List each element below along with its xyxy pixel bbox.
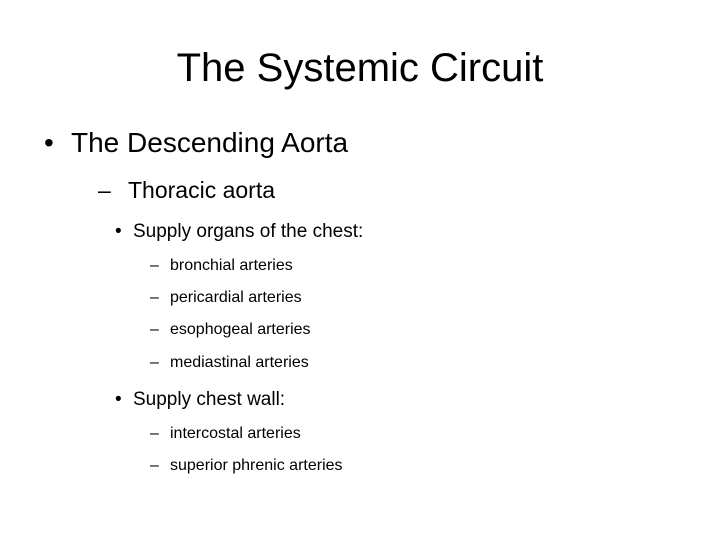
bullet-text: superior phrenic arteries: [170, 457, 343, 474]
bullet-marker: •: [44, 127, 54, 158]
bullet-marker: •: [115, 389, 122, 410]
bullet-text: The Descending Aorta: [71, 127, 349, 158]
dash-marker: –: [150, 457, 159, 474]
bullet-text: Supply organs of the chest:: [133, 221, 364, 242]
bullet-text: bronchial arteries: [170, 257, 293, 274]
bullet-text: mediastinal arteries: [170, 354, 309, 371]
bullet-marker: •: [115, 221, 122, 242]
slide-title: The Systemic Circuit: [176, 46, 544, 90]
bullet-text: pericardial arteries: [170, 289, 302, 306]
dash-marker: –: [150, 425, 159, 442]
bullet-text: Supply chest wall:: [133, 389, 286, 410]
dash-marker: –: [150, 354, 159, 371]
bullet-text: esophogeal arteries: [170, 321, 311, 338]
dash-marker: –: [150, 289, 159, 306]
dash-marker: –: [98, 177, 111, 203]
dash-marker: –: [150, 257, 159, 274]
bullet-text: intercostal arteries: [170, 425, 301, 442]
bullet-text: Thoracic aorta: [128, 177, 276, 203]
dash-marker: –: [150, 321, 159, 338]
